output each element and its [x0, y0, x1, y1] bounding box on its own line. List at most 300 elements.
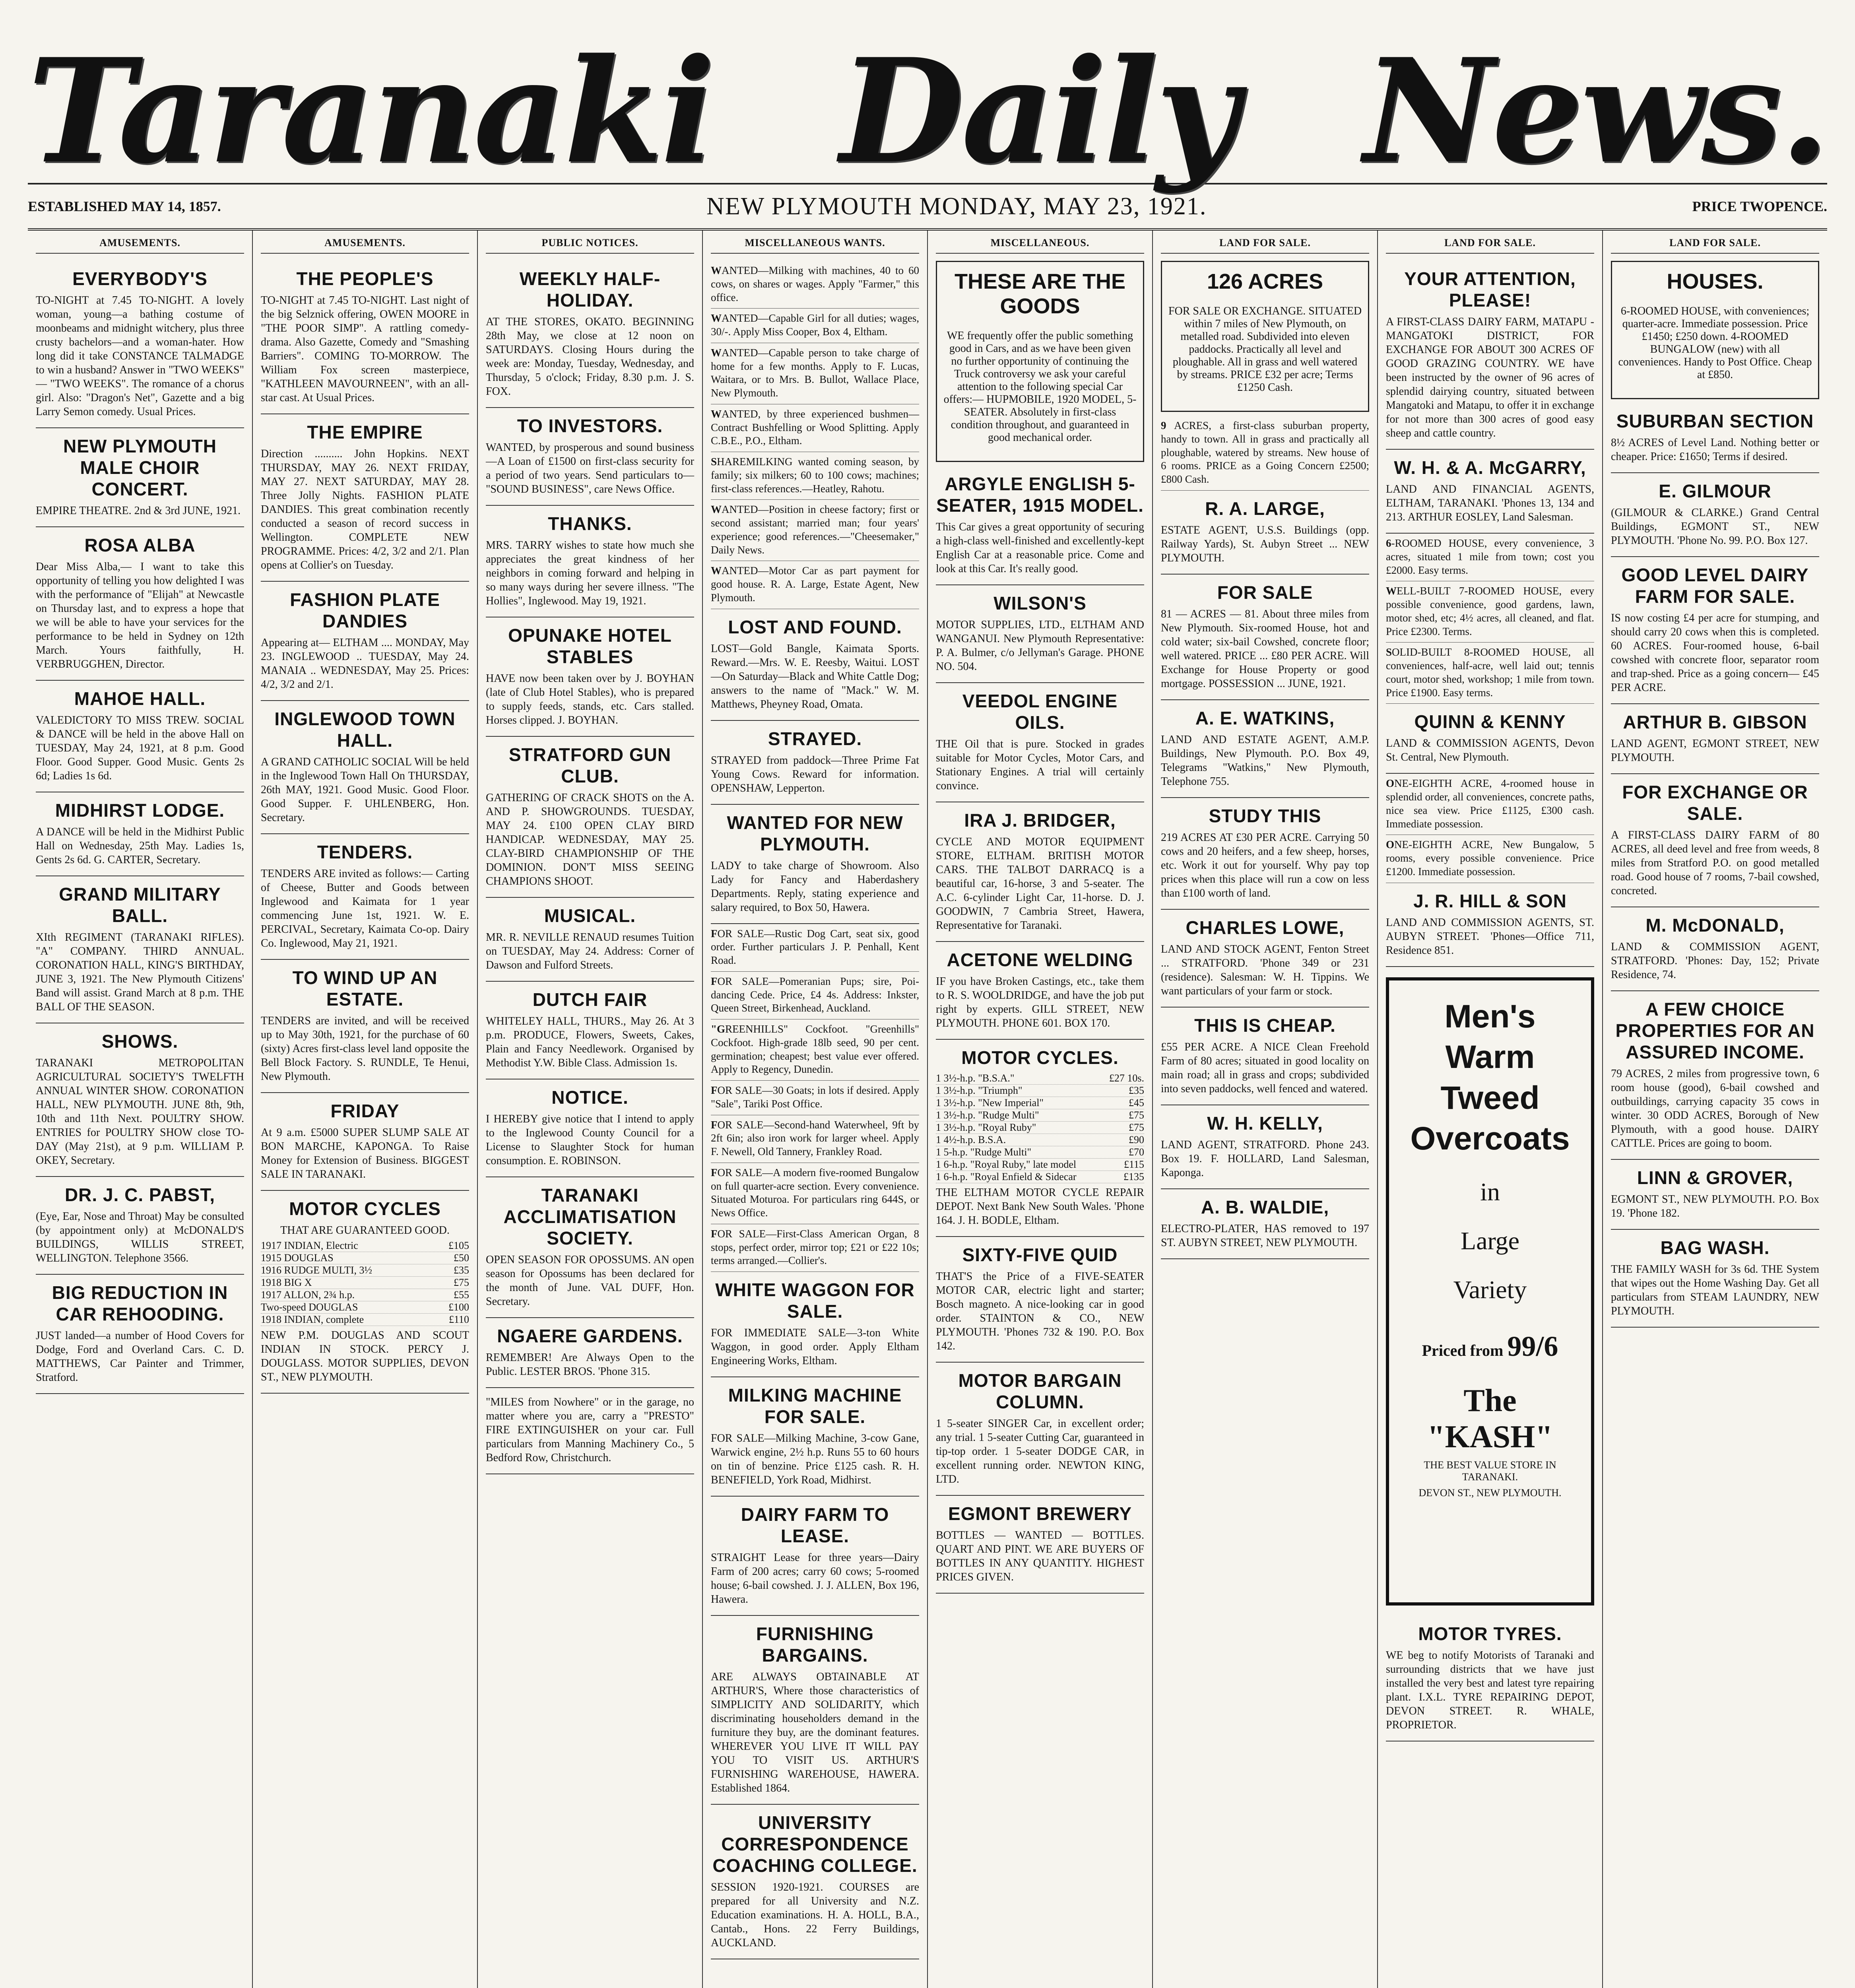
advertisement: [36, 681, 244, 792]
advertisement: [261, 834, 469, 960]
advertisement: [1161, 491, 1369, 575]
columns-container: [28, 231, 1827, 1988]
advertisement: [936, 1363, 1144, 1496]
ad-title: NOTICE.: [551, 1087, 629, 1108]
ad-body: REMEMBER! Are Always Open to the Public. LESTER BROS. 'Phone 315.: [486, 1351, 694, 1378]
ad-body: XIth REGIMENT (TARANAKI RIFLES). "A" COMPANY. THIRD ANNUAL. CORONATION HALL, KING'S BIRTHDAY, JUNE 3, 1921. The New Plymouth Citizens' Band will assist. Grand March at 8 p.m. THE BALL OF THE SEASON.: [36, 931, 244, 1013]
ad-body: EMPIRE THEATRE. 2nd & 3rd JUNE, 1921.: [36, 505, 241, 517]
ad-title: TO WIND UP AN ESTATE.: [292, 967, 438, 1010]
ad-body: LAND & COMMISSION AGENT, STRATFORD. 'Phones: Day, 152; Private Residence, 74.: [1611, 941, 1819, 981]
advertisement: [486, 617, 694, 737]
ad-body: CYCLE AND MOTOR EQUIPMENT STORE, ELTHAM. BRITISH MOTOR CARS. THE TALBOT DARRACQ is a beautiful car, 16-horse, 3 and 5-seater. The A.C. 6-cylinder Light Car, 11-horse. D. J. GOODWIN, 7 Cambria Street, Hawera, Representative for Taranaki.: [936, 836, 1144, 932]
classified-ad: WANTED, by three experienced bushmen—Contract Bushfelling or Wood Splitting. Apply C.B.E., P.O., Eltham.: [711, 404, 919, 452]
advertisement: [1386, 883, 1594, 967]
price-row: [936, 1109, 1144, 1122]
ad-title: FOR SALE: [1217, 582, 1313, 603]
ad-body: WE frequently offer the public something good in Cars, and as we have been given no further opportunity of continuing the Truck controversy we ask your careful attention to the following special Car offers:— HUPMOBILE, 1920 MODEL, 5-SEATER. Absolutely in first-class condition throughout, and guaranteed in good mechanical order.: [943, 330, 1137, 444]
ad-body: GATHERING OF CRACK SHOTS on the A. AND P. SHOWGROUNDS. TUESDAY, MAY 24. £100 OPEN CLAY BIRD HANDICAP. WEDNESDAY, MAY 25. CLAY-BIRD CHAMPIONSHIP OF THE DOMINION. DON'T MISS SEEING CHAMPIONS SHOOT.: [486, 792, 694, 887]
column-8: [1603, 231, 1827, 1988]
ad-body: LAND AGENT, EGMONT STREET, NEW PLYMOUTH.: [1611, 738, 1819, 764]
item-price: £135: [1123, 1171, 1144, 1182]
ad-title: THE EMPIRE: [307, 422, 423, 443]
classified-ad: WANTED—Milking with machines, 40 to 60 cows, on shares or wages. Apply "Farmer," this office.: [711, 261, 919, 309]
ad-body: LAND & COMMISSION AGENTS, Devon St. Central, New Plymouth.: [1386, 737, 1594, 764]
ad-title: WILSON'S: [993, 593, 1087, 613]
ad-title: MILKING MACHINE FOR SALE.: [728, 1385, 902, 1427]
ad-footer: NEW P.M. DOUGLAS AND SCOUT INDIAN IN STOCK. PERCY J. DOUGLASS. MOTOR SUPPLIES, DEVON ST., NEW PLYMOUTH.: [261, 1329, 469, 1383]
ad-body: A GRAND CATHOLIC SOCIAL Will be held in the Inglewood Town Hall On THURSDAY, 26th MAY, 1921. Good Music. Good Floor. Good Supper. F. UHLENBERG, Hon. Secretary.: [261, 756, 469, 824]
store-slogan: THE BEST VALUE STORE IN TARANAKI.: [1424, 1459, 1556, 1483]
advertisement: [711, 805, 919, 924]
ad-title: CHARLES LOWE,: [1186, 917, 1345, 938]
ad-title: STRAYED.: [768, 728, 862, 749]
ad-body: LAND AND FINANCIAL AGENTS, ELTHAM, TARANAKI. 'Phones 13, 134 and 213. ARTHUR EOSLEY, Land Salesman.: [1386, 483, 1594, 523]
ad-title: M. McDONALD,: [1645, 915, 1785, 936]
ad-title: EVERYBODY'S: [72, 268, 208, 289]
advertisement: [36, 876, 244, 1023]
price-row: [936, 1134, 1144, 1146]
ad-body: Direction .......... John Hopkins. NEXT THURSDAY, MAY 26. NEXT FRIDAY, MAY 27. NEXT SATURDAY, MAY 28. Three Jolly Nights. FASHION PLATE DANDIES. This great combination recently conducted a season of record success in Wellington. COMPLETE NEW PROGRAMME. Prices: 4/2, 3/2 and 2/1. Plan opens at Collier's on Tuesday.: [261, 448, 469, 571]
ad-title: THANKS.: [548, 513, 632, 534]
ad-title: W. H. KELLY,: [1207, 1112, 1323, 1134]
ad-body: LOST—Gold Bangle, Kaimata Sports. Reward.—Mrs. W. E. Reesby, Waitui. LOST—On Saturday—Black and White Cattle Dog; answers to the name of "Mack." W. M. Matthews, Pheyney Road, Omata.: [711, 642, 919, 711]
advertisement: [711, 609, 919, 721]
advertisement: [36, 428, 244, 527]
advertisement: [486, 1388, 694, 1474]
ad-title: UNIVERSITY CORRESPONDENCE COACHING COLLEGE.: [712, 1812, 918, 1876]
overcoat-tagline: Variety: [1453, 1275, 1527, 1304]
advertisement: [1611, 473, 1819, 557]
ad-body: TARANAKI METROPOLITAN AGRICULTURAL SOCIETY'S TWELFTH ANNUAL WINTER SHOW. CORONATION HALL, NEW PLYMOUTH. JUNE 8th, 9th, 10th and 11th Next. POULTRY SHOW. ENTRIES for POULTRY SHOW close TO-DAY (May 21st), at 9 p.m. WILLIAM P. OKEY, Secretary.: [36, 1057, 244, 1167]
ad-title: DAIRY FARM TO LEASE.: [741, 1504, 889, 1546]
advertisement: [1161, 910, 1369, 1008]
column-heading: LAND FOR SALE.: [1611, 237, 1819, 254]
price-list: [936, 1072, 1144, 1183]
ad-body: FOR SALE—Milking Machine, 3-cow Gane, Warwick engine, 2½ h.p. Runs 55 to 60 hours on tin of benzine. Price £125 cash. R. H. BENEFIELD, York Road, Midhirst.: [711, 1432, 919, 1486]
ad-title: BAG WASH.: [1660, 1237, 1770, 1258]
ad-body: SESSION 1920-1921. COURSES are prepared for all University and N.Z. Education examinations. H. A. HOLL, B.A., Cantab., Hons. 22 Ferry Buildings, AUCKLAND.: [711, 1881, 919, 1949]
ad-body: (GILMOUR & CLARKE.) Grand Central Buildings, EGMONT ST., NEW PLYMOUTH. 'Phone No. 99. P.O. Box 127.: [1611, 507, 1819, 547]
price-row: [936, 1122, 1144, 1134]
ad-body: 1 5-seater SINGER Car, in excellent order; any trial. 1 5-seater Cutting Car, guaranteed in tip-top order. 1 5-seater DODGE CAR, in excellent running order. NEWTON KING, LTD.: [936, 1417, 1144, 1485]
classified-ad: WANTED—Capable Girl for all duties; wages, 30/-. Apply Miss Cooper, Box 4, Eltham.: [711, 309, 919, 343]
advertisement: [36, 1177, 244, 1275]
established-line: ESTABLISHED MAY 14, 1857.: [28, 198, 221, 214]
classified-ad: WANTED—Capable person to take charge of home for a few months. Apply to F. Lucas, Waitara, or to Mrs. B. Bullot, Wallace Place, New Plymouth.: [711, 343, 919, 404]
ad-body: 79 ACRES, 2 miles from progressive town, 6 room house (good), 6-bail cowshed and outbuildings, carrying capacity 35 cows in winter. 30 ODD ACRES, Borough of New Plymouth, with a good house. DAIRY CATTLE. Prices are going to boom.: [1611, 1068, 1819, 1149]
advertisement: [1611, 1160, 1819, 1230]
ad-title: GOOD LEVEL DAIRY FARM FOR SALE.: [1621, 565, 1809, 607]
ad-body: JUST landed—a number of Hood Covers for Dodge, Ford and Overland Cars. C. D. MATTHEWS, Car Painter and Trimmer, Stratford.: [36, 1330, 244, 1384]
ad-body: A FIRST-CLASS DAIRY FARM, MATAPU - MANGATOKI DISTRICT, FOR EXCHANGE FOR ABOUT 300 ACRES OF GOOD GRAZING COUNTRY. WE have been instructed by the owner of 96 acres of splendid dairying country, situated between Mangatoki and Matapu, to offer it in exchange for not more than 300 acres of good easy sheep and cattle country.: [1386, 316, 1594, 439]
ad-body: THE Oil that is pure. Stocked in grades suitable for Motor Cycles, Motor Cars, and Stationary Engines. A trial will certainly convince.: [936, 738, 1144, 792]
ad-title: W. H. & A. McGARRY,: [1394, 457, 1586, 478]
ad-title: 126 ACRES: [1207, 270, 1323, 293]
advertisement: [1611, 774, 1819, 907]
classified-ad: ONE-EIGHTH ACRE, New Bungalow, 5 rooms, every possible convenience. Price £1200. Immediate possession.: [1386, 835, 1594, 883]
overcoat-headline: Overcoats: [1410, 1120, 1570, 1157]
classified-ad: FOR SALE—30 Goats; in lots if desired. Apply "Sale", Tariki Post Office.: [711, 1081, 919, 1115]
ad-body: TENDERS are invited, and will be received up to May 30th, 1921, for the purchase of 60 (sixty) Acres first-class level land opposite the Bell Block Factory. S. RUNDLE, Te Henui, New Plymouth.: [261, 1015, 469, 1083]
item-price: £90: [1129, 1134, 1144, 1145]
classified-ad: SOLID-BUILT 8-ROOMED HOUSE, all conveniences, half-acre, well laid out; tennis court, motor shed, workshop; 1 mile from town. Price £1900. Easy terms.: [1386, 643, 1594, 704]
item-price: £100: [448, 1301, 469, 1313]
advertisement: [1161, 575, 1369, 700]
item-name: 1915 DOUGLAS: [261, 1252, 334, 1264]
ad-body: Appearing at— ELTHAM .... MONDAY, May 23. INGLEWOOD .. TUESDAY, May 24. MANAIA .. WEDNESDAY, May 25. Prices: 4/2, 3/2 and 2/1.: [261, 637, 469, 691]
ad-body: 6-ROOMED HOUSE, with conveniences; quarter-acre. Immediate possession. Price £1450; £250 down. 4-ROOMED BUNGALOW (new) with all conveniences. Handy to Post Office. Cheap at £850.: [1618, 305, 1812, 381]
ad-title: J. R. HILL & SON: [1413, 890, 1567, 911]
advertisement: [1611, 991, 1819, 1160]
ad-body: TO-NIGHT at 7.45 TO-NIGHT. Last night of the big Selznick offering, OWEN MOORE in "THE POOR SIMP". A rattling comedy-drama. Also Gazette, Comedy and "Smashing Barriers". COMING TO-MORROW. The William Fox screen masterpiece, "KATHLEEN MAVOURNEEN", with an all-star cast. At Usual Prices.: [261, 294, 469, 404]
ad-title: MAHOE HALL.: [74, 688, 206, 709]
ad-title: THIS IS CHEAP.: [1194, 1015, 1336, 1036]
column-6: [1153, 231, 1378, 1988]
advertisement: [1611, 704, 1819, 774]
masthead-word-2: Daily: [840, 27, 1237, 195]
ad-body: THE FAMILY WASH for 3s 6d. THE System that wipes out the Home Washing Day. Get all particulars from STEAM LAUNDRY, NEW PLYMOUTH.: [1611, 1263, 1819, 1317]
item-name: 1 6-h.p. "Royal Enfield & Sidecar: [936, 1171, 1077, 1182]
advertisement: [261, 960, 469, 1093]
advertisement: [261, 261, 469, 414]
ad-title: YOUR ATTENTION, PLEASE!: [1404, 268, 1576, 311]
ad-body: OPEN SEASON FOR OPOSSUMS. AN open season for Opossums has been declared for the month of June. VAL DUFF, Hon. Secretary.: [486, 1254, 694, 1308]
price-row: [936, 1085, 1144, 1097]
advertisement: [36, 1023, 244, 1177]
advertisement: [1611, 1230, 1819, 1328]
price-row: [936, 1159, 1144, 1171]
advertisement: [36, 527, 244, 681]
item-name: 1 3½-h.p. "B.S.A.": [936, 1072, 1015, 1084]
ad-body: HAVE now been taken over by J. BOYHAN (late of Club Hotel Stables), who is prepared to supply feeds, stands, etc. Cars stalled. Horses clipped. J. BOYHAN.: [486, 672, 694, 726]
advertisement: [1386, 261, 1594, 450]
price-row: [936, 1097, 1144, 1109]
ad-body: LAND AGENT, STRATFORD. Phone 243. Box 19. F. HOLLARD, Land Salesman, Kaponga.: [1161, 1138, 1369, 1179]
ad-title: QUINN & KENNY: [1414, 711, 1566, 732]
item-name: 1 5-h.p. "Rudge Multi": [936, 1146, 1032, 1158]
overcoat-tagline: in: [1480, 1177, 1500, 1206]
ad-title: A FEW CHOICE PROPERTIES FOR AN ASSURED INCOME.: [1615, 999, 1815, 1062]
ad-subtitle: THAT ARE GUARANTEED GOOD.: [280, 1224, 450, 1237]
ad-title: ACETONE WELDING: [947, 949, 1133, 970]
column-1: [28, 231, 253, 1988]
advertisement: [936, 1237, 1144, 1363]
item-price: £75: [1129, 1109, 1144, 1121]
advertisement: [936, 683, 1144, 802]
item-name: 1 3½-h.p. "New Imperial": [936, 1097, 1044, 1109]
classified-ad: WELL-BUILT 7-ROOMED HOUSE, every possible convenience, good gardens, lawn, motor shed, etc; 4½ acres, all cleaned, and flat. Price £2300. Terms.: [1386, 581, 1594, 643]
ad-title: MOTOR BARGAIN COLUMN.: [958, 1370, 1122, 1412]
ad-title: WEEKLY HALF-HOLIDAY.: [519, 268, 661, 311]
ad-title: ROSA ALBA: [84, 535, 196, 555]
ad-body: BOTTLES — WANTED — BOTTLES. QUART AND PINT. WE ARE BUYERS OF BOTTLES IN ANY QUANTITY. HIGHEST PRICES GIVEN.: [936, 1529, 1144, 1583]
ad-title: IRA J. BRIDGER,: [964, 810, 1116, 831]
ad-body: STRAYED from paddock—Three Prime Fat Young Cows. Reward for information. OPENSHAW, Lepperton.: [711, 754, 919, 794]
advertisement: [711, 1616, 919, 1805]
advertisement: [1161, 798, 1369, 910]
ad-body: A FIRST-CLASS DAIRY FARM of 80 ACRES, all deed level and free from weeds, 8 miles from Stratford P.O. on good metalled road. Good house of 7 rooms, 7-bail cowshed, concreted.: [1611, 829, 1819, 897]
ad-title: MOTOR CYCLES.: [961, 1047, 1119, 1068]
ad-body: AT THE STORES, OKATO. BEGINNING 28th May, we close at 12 noon on SATURDAYS. Closing Hours during the week are: Monday, Tuesday, Wednesday, and Thursday, 5 o'clock; Friday, 8.30 p.m. J. S. FOX.: [486, 316, 694, 398]
ad-title: R. A. LARGE,: [1205, 498, 1325, 519]
classified-ad: FOR SALE—First-Class American Organ, 8 stops, perfect order, mirror top; £21 or £22 10s; terms arranged.—Collier's.: [711, 1224, 919, 1272]
item-price: £45: [1129, 1097, 1144, 1109]
item-name: 1 3½-h.p. "Triumph": [936, 1085, 1023, 1096]
advertisement: [1611, 557, 1819, 704]
ad-title: DR. J. C. PABST,: [64, 1184, 215, 1205]
item-name: 1918 INDIAN, complete: [261, 1314, 364, 1325]
ad-body: 8½ ACRES of Level Land. Nothing better or cheaper. Price: £1650; Terms if desired.: [1611, 437, 1819, 463]
ad-footer: THE ELTHAM MOTOR CYCLE REPAIR DEPOT. Next Bank New South Wales. 'Phone 164. J. H. BODLE, Eltham.: [936, 1186, 1144, 1227]
boxed-advertisement: [1611, 261, 1819, 399]
advertisement: [36, 1275, 244, 1394]
price-line: PRICE TWOPENCE.: [1692, 198, 1827, 214]
item-price: £75: [454, 1277, 469, 1288]
column-heading: AMUSEMENTS.: [261, 237, 469, 254]
column-7: [1378, 231, 1603, 1988]
advertisement: [486, 261, 694, 408]
ad-title: MUSICAL.: [544, 905, 636, 926]
advertisement: [486, 898, 694, 982]
ad-body: 219 ACRES AT £30 PER ACRE. Carrying 50 cows and 20 heifers, and a few sheep, horses, etc. Work it out for yourself. Why pay top prices when this place will run a cow on less than £100 worth of land.: [1161, 831, 1369, 899]
ad-body: LAND AND COMMISSION AGENTS, ST. AUBYN STREET. 'Phones—Office 711, Residence 851.: [1386, 916, 1594, 957]
advertisement: [486, 408, 694, 506]
price-row: [261, 1314, 469, 1326]
ad-title: NGAERE GARDENS.: [497, 1326, 683, 1346]
ad-body: At 9 a.m. £5000 SUPER SLUMP SALE AT BON MARCHE, KAPONGA. To Raise Money for Extension of Business. BIGGEST SALE IN TARANAKI.: [261, 1126, 469, 1180]
ad-title: SHOWS.: [101, 1031, 179, 1052]
ad-body: STRAIGHT Lease for three years—Dairy Farm of 200 acres; carry 60 cows; 5-roomed house; 6-bail cowshed. J. J. ALLEN, Box 196, Hawera.: [711, 1551, 919, 1606]
ad-title: TARANAKI ACCLIMATISATION SOCIETY.: [503, 1185, 677, 1248]
advertisement: [711, 1272, 919, 1377]
advertisement: [936, 466, 1144, 585]
ad-title: TO INVESTORS.: [517, 415, 663, 436]
price-row: [261, 1252, 469, 1264]
ad-body: (Eye, Ear, Nose and Throat) May be consulted (by appointment only) at McDONALD'S BUILDINGS, WILLIS STREET, WELLINGTON. Telephone 3566.: [36, 1210, 244, 1264]
ad-body: WHITELEY HALL, THURS., May 26. At 3 p.m. PRODUCE, Flowers, Sweets, Cakes, Plain and Fancy Needlework. Organised by Methodist Y.W. Bible Class. Admission 1s.: [486, 1015, 694, 1069]
price-row: [261, 1301, 469, 1314]
ad-body: TO-NIGHT at 7.45 TO-NIGHT. A lovely woman, young—a bathing costume of moonbeams and midnight witchery, plus three crusty bachelors—and a woman-hater. How long did it take CONSTANCE TALMADGE to win a husband? Answer in "TWO WEEKS" — "TWO WEEKS". The romance of a chorus girl. Also: "Dragon's Net", Gazette and a big Larry Semon comedy. Usual Prices.: [36, 294, 244, 418]
advertisement: [486, 982, 694, 1079]
overcoat-headline: Men's: [1444, 998, 1536, 1035]
price-row: [936, 1072, 1144, 1085]
classified-ad: FOR SALE—Rustic Dog Cart, seat six, good order. Further particulars J. P. Penhall, Kent Road.: [711, 924, 919, 972]
column-heading: PUBLIC NOTICES.: [486, 237, 694, 254]
classified-ad: "GREENHILLS" Cockfoot. "Greenhills" Cockfoot. High-grade 18lb seed, 90 per cent. germination; cheapest; best value ever offered. Apply to Regency, Dunedin.: [711, 1019, 919, 1081]
classified-ad: 6-ROOMED HOUSE, every convenience, 3 acres, situated 1 mile from town; cost you £2000. Easy terms.: [1386, 534, 1594, 581]
price-row: [261, 1264, 469, 1277]
ad-title: INGLEWOOD TOWN HALL.: [274, 709, 456, 751]
price-line: [1397, 1330, 1583, 1363]
column-2: [253, 231, 478, 1988]
item-price: £70: [1129, 1146, 1144, 1158]
item-name: 1916 RUDGE MULTI, 3½: [261, 1264, 372, 1276]
item-name: 1 3½-h.p. "Rudge Multi": [936, 1109, 1039, 1121]
ad-body: IS now costing £4 per acre for stumping, and should carry 20 cows when this is completed. 60 ACRES. Four-roomed house, 6-bail cowshed with concrete floor, separator room and trap-shed. Price as a going concern— £45 PER ACRE.: [1611, 612, 1819, 694]
advertisement: [486, 506, 694, 617]
ad-body: EGMONT ST., NEW PLYMOUTH. P.O. Box 19. 'Phone 182.: [1611, 1193, 1819, 1219]
price-row: [261, 1240, 469, 1252]
ad-title: FASHION PLATE DANDIES: [290, 589, 440, 631]
ad-title: A. B. WALDIE,: [1201, 1196, 1329, 1217]
ad-body: MR. R. NEVILLE RENAUD resumes Tuition on TUESDAY, May 24. Address: Corner of Dawson and Fulford Streets.: [486, 931, 694, 971]
ad-title: NEW PLYMOUTH MALE CHOIR CONCERT.: [63, 436, 217, 499]
overcoat-headline: Warm Tweed: [1440, 1039, 1540, 1116]
advertisement: [261, 1093, 469, 1191]
price-value: 99/6: [1507, 1330, 1558, 1363]
ad-body: MRS. TARRY wishes to state how much she appreciates the great kindness of her neighbors in coming forward and helping in so many ways during her severe illness. "The Hollies", Inglewood. May 19, 1921.: [486, 539, 694, 607]
advertisement: [1161, 1008, 1369, 1105]
boxed-advertisement: [936, 261, 1144, 462]
advertisement: [936, 585, 1144, 683]
advertisement: [1386, 450, 1594, 534]
classified-ad: FOR SALE—Pomeranian Pups; sire, Poi-dancing Cede. Price, £4 4s. Address: Inkster, Queen Street, Birkenhead, Auckland.: [711, 972, 919, 1019]
ad-title: STUDY THIS: [1209, 805, 1321, 826]
ad-body: ARE ALWAYS OBTAINABLE AT ARTHUR'S, Where those characteristics of SIMPLICITY AND SOLIDARITY, which discriminating householders demand in the furniture they buy, are the dominant features. WHEREVER YOU LIVE IT WILL PAY YOU TO VISIT US. ARTHUR'S FURNISHING WAREHOUSE, HAWERA. Established 1864.: [711, 1671, 919, 1794]
advertisement: [261, 701, 469, 834]
advertisement: [936, 1496, 1144, 1594]
advertisement: [1386, 1616, 1594, 1741]
classified-ad: FOR SALE—Second-hand Waterwheel, 9ft by 2ft 6in; also iron work for larger wheel. Apply F. Newell, Old Tannery, Frankley Road.: [711, 1115, 919, 1163]
ad-body: £55 PER ACRE. A NICE Clean Freehold Farm of 80 acres; situated in good locality on main road; all in grass and crops; subdivided into seven paddocks, well fenced and watered.: [1161, 1041, 1369, 1095]
ad-title: SUBURBAN SECTION: [1616, 411, 1814, 431]
price-list: [261, 1240, 469, 1326]
advertisement: [261, 414, 469, 582]
ad-title: THE PEOPLE'S: [296, 268, 434, 289]
advertisement: [486, 737, 694, 898]
store-name: The "KASH": [1427, 1383, 1553, 1455]
price-row: [936, 1171, 1144, 1183]
column-heading: MISCELLANEOUS WANTS.: [711, 237, 919, 254]
ad-title: HOUSES.: [1667, 270, 1764, 293]
item-name: 1 6-h.p. "Royal Ruby," late model: [936, 1159, 1077, 1170]
ad-body: LADY to take charge of Showroom. Also Lady for Fancy and Haberdashery Departments. Reply, stating experience and salary required, to Box 50, Hawera.: [711, 859, 919, 914]
ad-title: VEEDOL ENGINE OILS.: [962, 691, 1118, 733]
overcoat-tagline: Large: [1460, 1226, 1520, 1255]
advertisement: [1611, 403, 1819, 473]
ad-title: TENDERS.: [317, 842, 413, 862]
ad-body: LAND AND ESTATE AGENT, A.M.P. Buildings, New Plymouth. P.O. Box 49, Telegrams "Watkins," New Plymouth, Telephone 755.: [1161, 733, 1369, 788]
ad-title: SIXTY-FIVE QUID: [962, 1244, 1118, 1265]
advertisement: [36, 261, 244, 428]
advertisement: [711, 721, 919, 805]
price-row: [261, 1277, 469, 1289]
advertisement: [1161, 1189, 1369, 1259]
ad-body: MOTOR SUPPLIES, LTD., ELTHAM AND WANGANUI. New Plymouth Representative: P. A. Bulmer, c/o Jellyman's Garage. PHONE NO. 504.: [936, 619, 1144, 673]
advertisement: [486, 1318, 694, 1388]
advertisement: [486, 1079, 694, 1177]
ad-title: ARGYLE ENGLISH 5-SEATER, 1915 MODEL.: [936, 474, 1144, 516]
column-heading: LAND FOR SALE.: [1386, 237, 1594, 254]
column-4: [703, 231, 928, 1988]
price-row: [261, 1289, 469, 1301]
ad-title: FURNISHING BARGAINS.: [756, 1623, 874, 1666]
item-price: £35: [1129, 1085, 1144, 1096]
masthead: [28, 24, 1827, 195]
advertisement: [486, 1177, 694, 1318]
advertisement: [1161, 700, 1369, 798]
advertisement: [1386, 704, 1594, 774]
ad-title: STRATFORD GUN CLUB.: [508, 744, 671, 786]
ad-title: LINN & GROVER,: [1637, 1167, 1793, 1188]
item-price: £27 10s.: [1109, 1072, 1144, 1084]
item-name: 1918 BIG X: [261, 1277, 312, 1288]
ad-title: LOST AND FOUND.: [728, 616, 902, 637]
ad-title: MOTOR CYCLES: [289, 1198, 441, 1219]
ad-title: FRIDAY: [330, 1101, 400, 1121]
ad-title: E. GILMOUR: [1659, 481, 1772, 501]
ad-body: VALEDICTORY TO MISS TREW. SOCIAL & DANCE will be held in the above Hall on TUESDAY, May 24, 1921, at 8 p.m. Good Floor. Good Supper. Good Music. Gents 2s 6d; Ladies 1s 6d.: [36, 714, 244, 782]
item-price: £105: [448, 1240, 469, 1251]
advertisement: [711, 1497, 919, 1616]
advertisement: [936, 802, 1144, 942]
item-name: 1 3½-h.p. "Royal Ruby": [936, 1122, 1036, 1133]
item-name: 1 4½-h.p. B.S.A.: [936, 1134, 1006, 1145]
ad-body: Dear Miss Alba,— I want to take this opportunity of telling you how delighted I was with the performance of "Elijah" at Newcastle on Thursday last, and to express a hope that we will be able to have your services for the performance to be held in Sydney on 12th March. Yours faithfully, H. VERBRUGGHEN, Director.: [36, 561, 244, 670]
classified-ad: 9 ACRES, a first-class suburban property, handy to town. All in grass and practically all ploughable, watered by streams. New house of 6 rooms. PRICE as a Going Concern £2500; £800 Cash.: [1161, 416, 1369, 491]
price-row: [936, 1146, 1144, 1159]
item-price: £55: [454, 1289, 469, 1301]
ad-body: FOR IMMEDIATE SALE—3-ton White Waggon, in good order. Apply Eltham Engineering Works, Eltham.: [711, 1327, 919, 1367]
ad-title: MOTOR TYRES.: [1418, 1623, 1562, 1644]
item-price: £110: [448, 1314, 469, 1325]
advertisement: [711, 1805, 919, 1959]
ad-title: ARTHUR B. GIBSON: [1623, 712, 1807, 732]
ad-body: A DANCE will be held in the Midhirst Public Hall on Wednesday, 25th May. Ladies 1s, Gents 2s 6d. G. CARTER, Secretary.: [36, 826, 244, 866]
ad-body: THAT'S the Price of a FIVE-SEATER MOTOR CAR, electric light and starter; Bosch magneto. A nice-looking car in good order. STAINTON & CO., NEW PLYMOUTH. 'Phones 732 & 190. P.O. Box 142.: [936, 1270, 1144, 1352]
overcoats-advertisement: [1386, 977, 1594, 1606]
ad-body: WANTED, by prosperous and sound business—A Loan of £1500 on first-class security for a period of two years. Send particulars to— "SOUND BUSINESS", care News Office.: [486, 441, 694, 495]
classified-ad: SHAREMILKING wanted coming season, by family; six milkers; 60 to 100 cows; machines; first-class references.—Heatley, Rahotu.: [711, 452, 919, 500]
advertisement: [261, 582, 469, 701]
motor-cycles-advertisement: [261, 1191, 469, 1394]
ad-body: ELECTRO-PLATER, HAS removed to 197 ST. AUBYN STREET, NEW PLYMOUTH.: [1161, 1222, 1369, 1249]
ad-body: FOR SALE OR EXCHANGE. SITUATED within 7 miles of New Plymouth, on metalled road. Subdivided into eleven paddocks. Practically all level and ploughable. All in grass and well watered by streams. PRICE £32 per acre; Terms £1250 Cash.: [1168, 305, 1362, 394]
column-heading: MISCELLANEOUS.: [936, 237, 1144, 254]
masthead-word-1: Taranaki: [28, 27, 713, 195]
classified-ad: WANTED—Motor Car as part payment for good house. R. A. Large, Estate Agent, New Plymouth.: [711, 561, 919, 609]
column-heading: LAND FOR SALE.: [1161, 237, 1369, 254]
ad-title: WHITE WAGGON FOR SALE.: [715, 1279, 915, 1322]
item-name: 1917 INDIAN, Electric: [261, 1240, 358, 1251]
motor-cycles-advertisement: [936, 1040, 1144, 1237]
ad-body: IF you have Broken Castings, etc., take them to R. S. WOOLDRIDGE, and have the job put right by experts. GILL STREET, NEW PLYMOUTH. PHONE 601. BOX 170.: [936, 975, 1144, 1029]
store-address: DEVON ST., NEW PLYMOUTH.: [1418, 1487, 1562, 1499]
item-price: £50: [454, 1252, 469, 1264]
price-label: Priced from: [1422, 1342, 1504, 1360]
item-price: £115: [1123, 1159, 1144, 1170]
classified-ad: ONE-EIGHTH ACRE, 4-roomed house in splendid order, all conveniences, concrete paths, nice sea view. Price £1125, £300 cash. Immediate possession.: [1386, 774, 1594, 835]
column-5: [928, 231, 1153, 1988]
classified-ad: FOR SALE—A modern five-roomed Bungalow on full quarter-acre section. Every convenience. Situated Moturoa. For particulars ring 644S, or News Office.: [711, 1163, 919, 1224]
advertisement: [1611, 907, 1819, 991]
item-name: Two-speed DOUGLAS: [261, 1301, 358, 1313]
advertisement: [1161, 1105, 1369, 1189]
ad-body: I HEREBY give notice that I intend to apply to the Inglewood County Council for a License to Slaughter Stock for human consumption. E. ROBINSON.: [486, 1113, 694, 1167]
ad-body: TENDERS ARE invited as follows:— Carting of Cheese, Butter and Goods between Inglewood and Kaimata for 1 year commencing June 1st, 1921. W. E. PERCIVAL, Secretary, Kaimata Co-op. Dairy Co. Inglewood, May 21, 1921.: [261, 868, 469, 949]
ad-title: FOR EXCHANGE OR SALE.: [1622, 782, 1808, 824]
ad-body: This Car gives a great opportunity of securing a high-class well-finished and excellently-kept English Car at a reasonable price. Come and look at this Car. It's really good.: [936, 521, 1144, 575]
ad-body: "MILES from Nowhere" or in the garage, no matter where you are, carry a "PRESTO" FIRE EXTINGUISHER on your car. Full particulars from Manning Machinery Co., 5 Bedford Row, Christchurch.: [486, 1396, 694, 1464]
ad-title: WANTED FOR NEW PLYMOUTH.: [727, 812, 903, 854]
advertisement: [36, 792, 244, 876]
boxed-advertisement: [1161, 261, 1369, 412]
ad-body: 81 — ACRES — 81. About three miles from New Plymouth. Six-roomed House, hot and cold water; six-bail Cowshed, concrete floor; well watered. PRICE ... £80 PER ACRE. Will Exchange for House Property or good mortgage. POSSESSION ... JUNE, 1921.: [1161, 608, 1369, 690]
ad-body: LAND AND STOCK AGENT, Fenton Street ... STRATFORD. 'Phone 349 or 231 (residence). Salesman: W. H. Tippins. We want particulars of your farm or stock.: [1161, 943, 1369, 997]
issue-date: NEW PLYMOUTH MONDAY, MAY 23, 1921.: [706, 192, 1207, 220]
column-3: [478, 231, 703, 1988]
item-price: £35: [454, 1264, 469, 1276]
